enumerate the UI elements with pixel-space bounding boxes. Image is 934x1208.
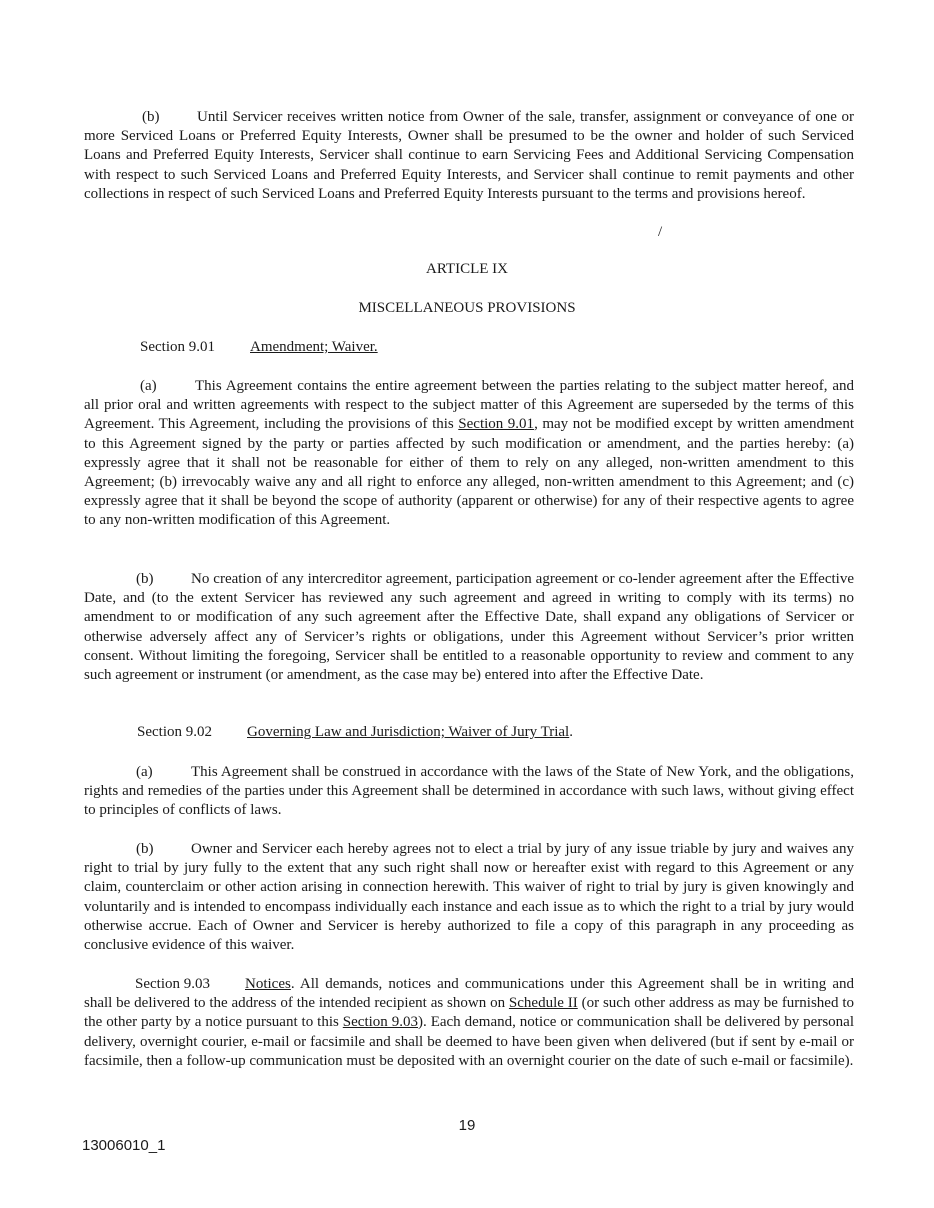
paragraph-text: ). Each demand, notice or communication shall be delivered by personal delivery, overnight courier, e-mail or facsimile and shall be deemed to have been given when delivered (but if sent by e-mail or facsimile, then a follow-up communication must be deposited with an overnight courier on the date of such e-mail or facsimile).: [84, 1014, 854, 1069]
section-title: Notices: [245, 976, 291, 992]
paragraph-text: (or such other address as may be furnished to the other party by a notice pursuant to this: [84, 995, 854, 1031]
paragraph-text: No creation of any intercreditor agreement, participation agreement or co-lender agreement after the Effective Date, and (to the extent Servicer has reviewed any such agreement and agreed in writing to comply with its terms) no amendment to or modification of any such agreement after the Effective Date, shall expand any obligations of Servicer or otherwise adversely affect any of Servicer’s rights or obligations, under this Agreement without Servicer’s prior written consent. Without limiting the foregoing, Servicer shall be entitled to a reasonable opportunity to review and comment to any such agreement or instrument (or amendment, as the case may be) entered into after the Effective Date.: [84, 571, 854, 684]
paragraph-label: (b): [136, 841, 154, 857]
section-9-01-heading: [140, 338, 378, 357]
paragraph-b-servicer-notice: [84, 108, 854, 204]
paragraph-text: This Agreement contains the entire agreement between the parties relating to the subject matter hereof, and all prior oral and written agreements with respect to the subject matter of this Agreement are superseded by the terms of this Agreement. This Agreement, including the provisions of this: [84, 378, 854, 433]
paragraph-label: (a): [136, 764, 153, 780]
document-id: 13006010_1: [82, 1137, 166, 1154]
section-number: Section 9.01: [140, 339, 215, 355]
paragraph-label: (b): [136, 571, 154, 587]
section-title-end: .: [569, 724, 573, 740]
paragraph-text: Until Servicer receives written notice from Owner of the sale, transfer, assignment or conveyance of one or more Serviced Loans or Preferred Equity Interests, Owner shall be presumed to be the owner and holder of such Serviced Loans and Preferred Equity Interests, Servicer shall continue to earn Servicing Fees and Additional Servicing Compensation with respect to such Serviced Loans and Preferred Equity Interests, and Servicer shall continue to remit payments and other collections in respect of such Serviced Loans and Preferred Equity Interests pursuant to the terms and provisions hereof.: [84, 109, 854, 202]
article-number: ARTICLE IX: [425, 261, 508, 277]
paragraph-9-01-b: [84, 570, 854, 685]
stray-mark: /: [658, 224, 663, 240]
article-title: MISCELLANEOUS PROVISIONS: [358, 300, 576, 316]
section-number: Section 9.02: [137, 724, 212, 740]
cross-reference: Section 9.01: [458, 416, 535, 433]
paragraph-label: (b): [142, 109, 160, 125]
paragraph-text: , may not be modified except by written amendment to this Agreement signed by the party or parties affected by such modification or amendment, and the parties hereby: (a) expressly agree that it shall not be reasonable for either of them to rely on any alleged, non-written amendment to this Agreement; (b) irrevocably waive any and all right to enforce any alleged, non-written amendment to this Agreement; and (c) expressly agree that it shall be beyond the scope of authority (apparent or otherwise) for any of their respective agents to agree to any non-written modification of this Agreement.: [84, 416, 854, 529]
paragraph-label: (a): [140, 378, 157, 394]
paragraph-9-01-a: [84, 377, 854, 531]
paragraph-9-03: [84, 975, 854, 1071]
paragraph-text: Owner and Servicer each hereby agrees not to elect a trial by jury of any issue triable by jury and waives any right to trial by jury fully to the extent that any such right shall now or hereafter exist with regard to this Agreement or any claim, counterclaim or other action arising in connection herewith. This waiver of right to trial by jury is given knowingly and voluntarily and is intended to encompass individually each instance and each issue as to which the right to a trial by jury would otherwise accrue. Each of Owner and Servicer is hereby authorized to file a copy of this paragraph in any proceeding as conclusive evidence of this waiver.: [84, 841, 854, 954]
paragraph-9-02-a: [84, 763, 854, 821]
section-title: Governing Law and Jurisdiction; Waiver of Jury Trial: [247, 724, 570, 740]
section-number: Section 9.03: [135, 976, 210, 992]
section-9-02-heading: [137, 723, 573, 742]
page-number: 19: [458, 1117, 476, 1134]
paragraph-text: . All demands, notices and communications under this Agreement shall be in writing and shall be delivered to the address of the intended recipient as shown on: [84, 976, 854, 1012]
paragraph-9-02-b: [84, 840, 854, 955]
paragraph-text: This Agreement shall be construed in accordance with the laws of the State of New York, and the obligations, rights and remedies of the parties under this Agreement shall be determined in accordance with such laws, without giving effect to principles of conflicts of laws.: [84, 764, 854, 819]
section-title: Amendment; Waiver.: [250, 339, 378, 355]
cross-reference: Schedule II: [508, 995, 578, 1012]
cross-reference: Section 9.03: [342, 1014, 418, 1031]
